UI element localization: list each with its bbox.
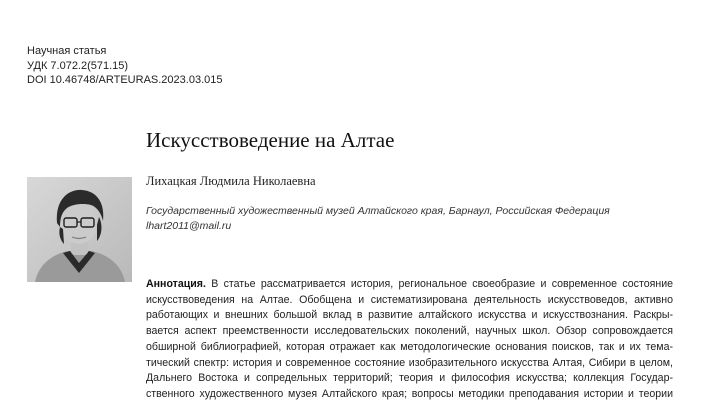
abstract-line: ственного художественного музея Алтайского края; вопросы методики преподавания истории и теории (146, 387, 673, 400)
author-name: Лихацкая Людмила Николаевна (146, 174, 316, 188)
doi: DOI 10.46748/ARTEURAS.2023.03.015 (27, 74, 223, 86)
abstract-line: вается аспект преемственности исследовательских поколений, научных школ. Обзор сопровождается (146, 325, 673, 338)
article-title: Искусствоведение на Алтае (146, 128, 395, 152)
author-affiliation: Государственный художественный музей Алтайского края, Барнаул, Российская Федерация (146, 205, 610, 217)
abstract-line: тический спектр: история и современное состояние изобразительного искусства Алтая, Сибири в целом, (146, 356, 673, 369)
abstract-label: Аннотация. (146, 278, 206, 290)
abstract-line-1 (146, 277, 673, 293)
author-portrait-image (27, 177, 132, 282)
abstract-text: В статье рассматривается история, региональное своеобразие и современное состояние (205, 278, 673, 290)
article-meta (27, 44, 222, 88)
abstract (146, 277, 673, 403)
abstract-line: обширной библиографией, которая отражает как методологические основания поисков, так и их тема- (146, 340, 673, 353)
udc-code: УДК 7.072.2(571.15) (27, 59, 129, 72)
author-photo (27, 177, 132, 282)
author-email[interactable]: lhart2011@mail.ru (146, 220, 232, 232)
abstract-line: работающих и внешних большой вклад в развитие алтайского искусства и искусствознания. Раскры- (146, 309, 673, 322)
author-affiliation-block (146, 204, 610, 234)
abstract-line: Дальнего Востока и сопредельных территорий; теория и философия искусства; коллекция Государ- (146, 372, 673, 385)
abstract-line: искусствоведения на Алтае. Обобщена и систематизирована деятельность искусствоведов, активно (146, 293, 673, 306)
article-type: Научная статья (27, 45, 107, 57)
